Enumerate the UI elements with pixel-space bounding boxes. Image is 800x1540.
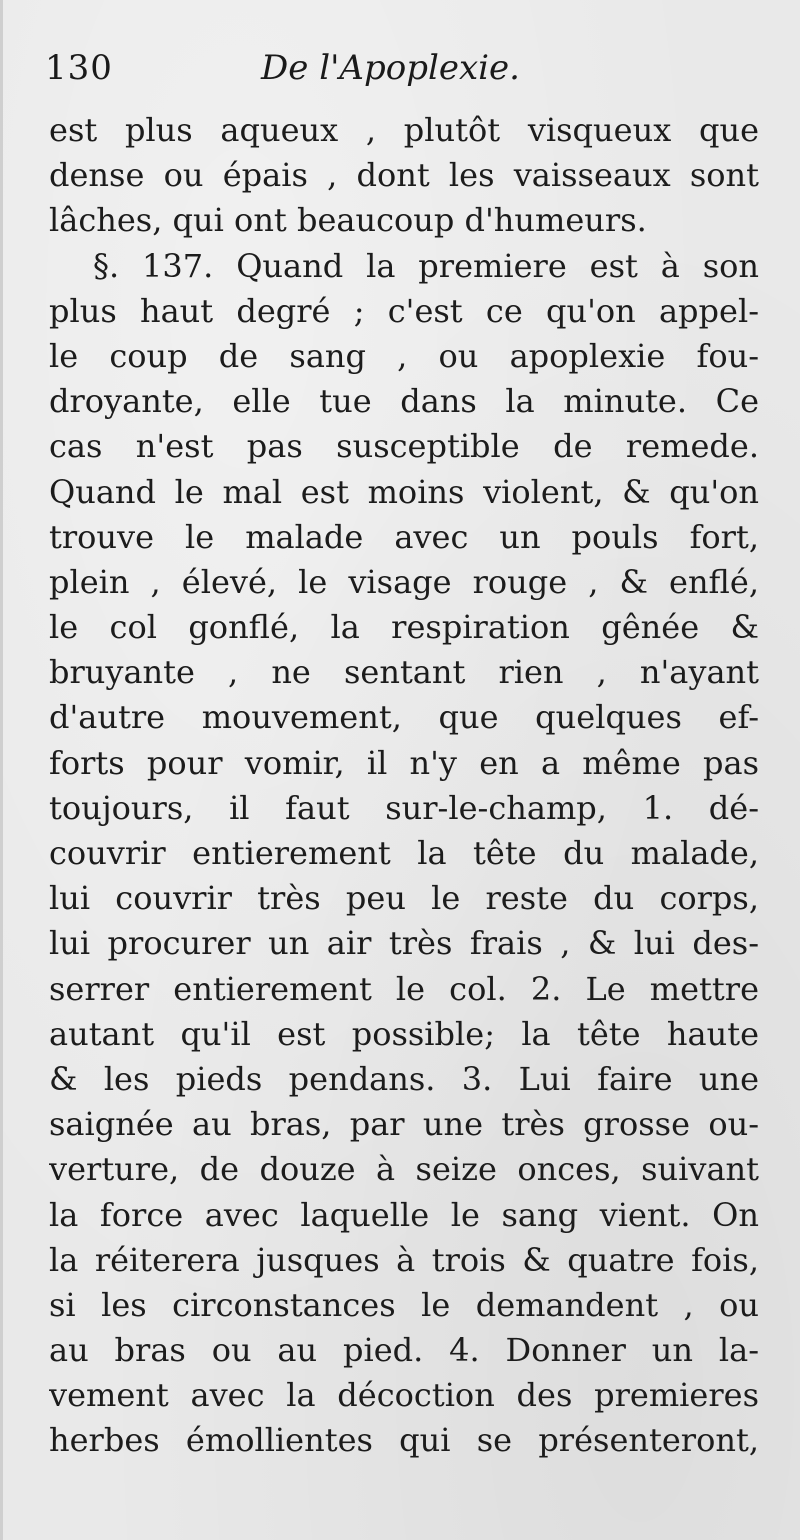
- paragraph-start-line: §. 137. Quand la premiere est à son: [93, 246, 759, 285]
- text-line: lui procurer un air très frais , & lui des-: [49, 924, 759, 963]
- text-line: bruyante , ne sentant rien , n'ayant: [49, 653, 759, 692]
- text-line: cas n'est pas susceptible de remede.: [49, 427, 759, 466]
- text-line: lui couvrir très peu le reste du corps,: [49, 879, 759, 918]
- running-title: De l'Apoplexie.: [261, 48, 520, 88]
- page-header: [43, 48, 763, 98]
- text-line: vement avec la décoction des premieres: [49, 1376, 759, 1415]
- text-line: autant qu'il est possible; la tête haute: [49, 1014, 759, 1053]
- text-line: plus haut degré ; c'est ce qu'on appel-: [49, 291, 759, 330]
- text-line: la force avec laquelle le sang vient. On: [49, 1195, 759, 1234]
- text-line: droyante, elle tue dans la minute. Ce: [49, 382, 759, 421]
- text-line: herbes émollientes qui se présenteront,: [49, 1421, 759, 1460]
- text-line: saignée au bras, par une très grosse ou-: [49, 1105, 759, 1144]
- text-line: la réiterera jusques à trois & quatre fois,: [49, 1240, 759, 1279]
- text-line: verture, de douze à seize onces, suivant: [49, 1150, 759, 1189]
- text-line: le coup de sang , ou apoplexie fou-: [49, 336, 759, 375]
- text-line: est plus aqueux , plutôt visqueux que: [49, 111, 759, 149]
- text-line: d'autre mouvement, que quelques ef-: [49, 698, 759, 737]
- text-line: au bras ou au pied. 4. Donner un la-: [49, 1331, 759, 1370]
- body-text: [49, 108, 759, 1464]
- text-line: dense ou épais , dont les vaisseaux sont: [49, 156, 759, 195]
- text-line: lâches, qui ont beaucoup d'humeurs.: [49, 201, 647, 240]
- text-line: couvrir entierement la tête du malade,: [49, 834, 759, 872]
- text-line: toujours, il faut sur-le-champ, 1. dé-: [49, 788, 759, 827]
- text-line: si les circonstances le demandent , ou: [49, 1285, 759, 1324]
- page-number: 130: [45, 48, 113, 88]
- text-line: serrer entierement le col. 2. Le mettre: [49, 969, 759, 1008]
- text-line: forts pour vomir, il n'y en a même pas: [49, 743, 759, 782]
- text-line: trouve le malade avec un pouls fort,: [49, 517, 759, 556]
- text-line: le col gonflé, la respiration gênée &: [49, 608, 759, 647]
- text-line: & les pieds pendans. 3. Lui faire une: [49, 1059, 759, 1098]
- text-line: plein , élevé, le visage rouge , & enflé,: [49, 562, 759, 601]
- text-line: Quand le mal est moins violent, & qu'on: [49, 472, 759, 511]
